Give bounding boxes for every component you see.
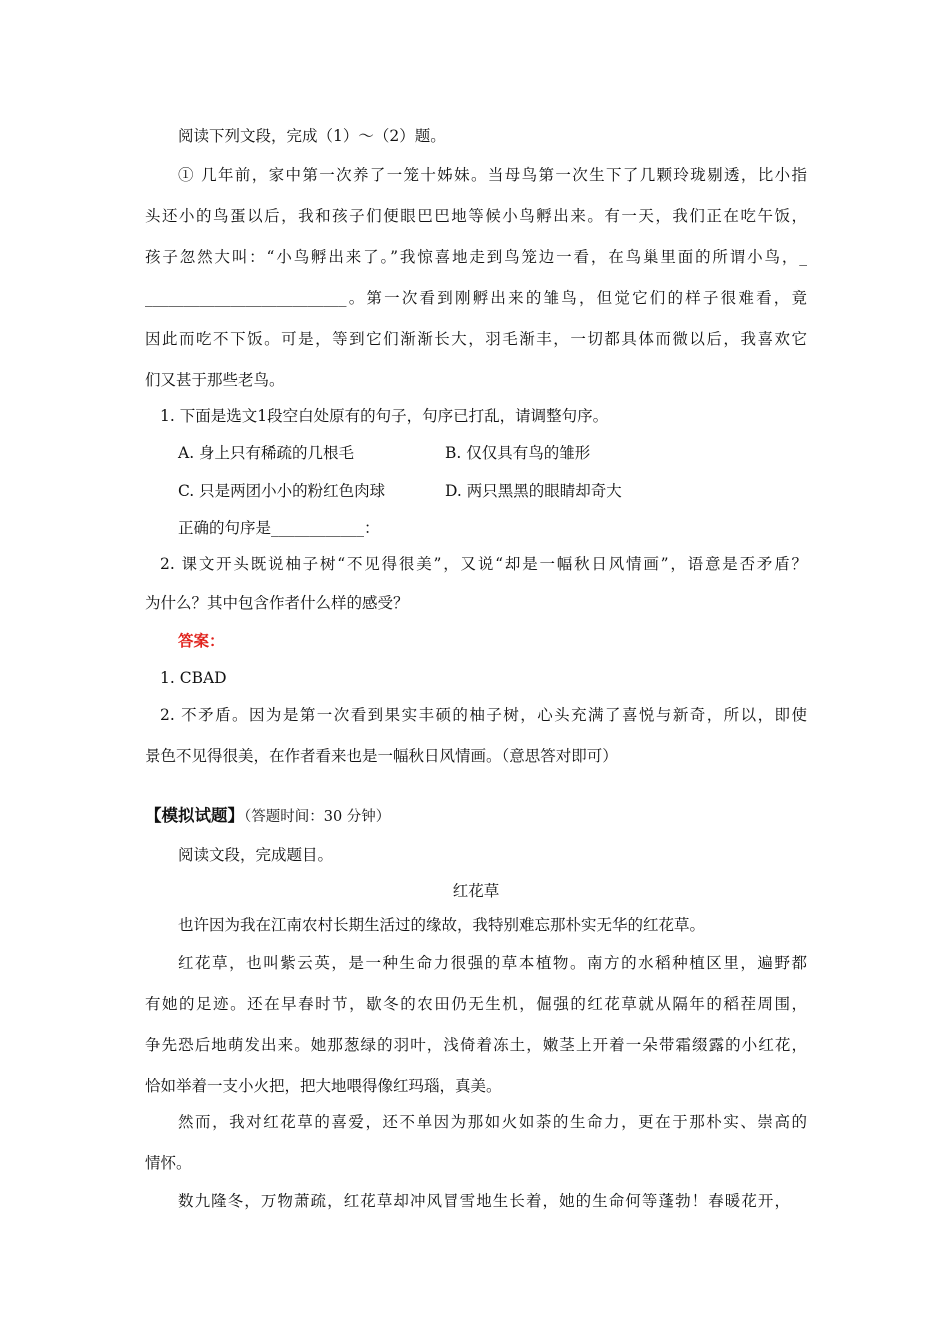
answer-1: 1. CBAD xyxy=(160,669,227,687)
answer-2-line-1: 2. 不矛盾。因为是第一次看到果实丰硕的柚子树，心头充满了喜悦与新奇，所以，即使 xyxy=(160,706,807,724)
mock-heading-line xyxy=(145,805,390,828)
passage1-line-2: 头还小的鸟蛋以后，我和孩子们便眼巴巴地等候小鸟孵出来。有一天，我们正在吃午饭， xyxy=(145,207,807,225)
passage1-line-1: ① 几年前，家中第一次养了一笼十姊妹。当母鸟第一次生下了几颗玲珑剔透，比小指 xyxy=(178,166,807,184)
option-d: D. 两只黑黑的眼睛却奇大 xyxy=(445,482,622,500)
answer-2-line-2: 景色不见得很美，在作者看来也是一幅秋日风情画。（意思答对即可） xyxy=(145,747,618,765)
mock-time: （答题时间：30 分钟） xyxy=(244,809,391,825)
passage1-intro: 阅读下列文段，完成（1）～（2）题。 xyxy=(178,127,446,145)
option-a: A. 身上只有稀疏的几根毛 xyxy=(178,444,355,462)
article-title: 红花草 xyxy=(452,882,500,900)
answer-label: 答案： xyxy=(178,631,225,650)
article-line-5: 恰如举着一支小火把，把大地喂得像红玛瑙，真美。 xyxy=(145,1077,502,1095)
passage1-line-6: 们又甚于那些老鸟。 xyxy=(145,371,285,389)
passage1-line-5: 因此而吃不下饭。可是，等到它们渐渐长大，羽毛渐丰，一切都具体而微以后，我喜欢它 xyxy=(145,330,807,348)
option-c: C. 只是两团小小的粉红色肉球 xyxy=(178,482,386,500)
question-2-line-1: 2. 课文开头既说柚子树“不见得很美”，又说“却是一幅秋日风情画”，语意是否矛盾？ xyxy=(160,555,807,573)
article-line-1: 也许因为我在江南农村长期生活过的缘故，我特别难忘那朴实无华的红花草。 xyxy=(178,916,706,934)
order-answer-line: 正确的句序是____________： xyxy=(178,519,380,537)
question-1: 1. 下面是选文1段空白处原有的句子，句序已打乱，请调整句序。 xyxy=(160,407,609,425)
article-line-3: 有她的足迹。还在早春时节，歇冬的农田仍无生机，倔强的红花草就从隔年的稻茬周围， xyxy=(145,995,807,1013)
mock-heading: 【模拟试题】 xyxy=(145,806,244,825)
article-line-4: 争先恐后地萌发出来。她那葱绿的羽叶，浅倚着冻土，嫩茎上开着一朵带霜缀露的小红花， xyxy=(145,1036,807,1054)
passage1-line-3: 孩子忽然大叫：“小鸟孵出来了。”我惊喜地走到鸟笼边一看，在鸟巢里面的所谓小鸟，_ xyxy=(145,248,807,266)
mock-intro: 阅读文段，完成题目。 xyxy=(178,846,334,864)
article-line-8: 数九隆冬，万物萧疏，红花草却冲风冒雪地生长着，她的生命何等蓬勃！春暖花开， xyxy=(178,1192,790,1210)
passage1-line-4: __________________________。第一次看到刚孵出来的雏鸟，但觉它们的样子很难看，竟 xyxy=(145,289,807,307)
question-2-line-2: 为什么？其中包含作者什么样的感受？ xyxy=(145,594,409,612)
article-line-7: 情怀。 xyxy=(145,1154,192,1172)
option-b: B. 仅仅具有鸟的雏形 xyxy=(445,444,591,462)
article-line-6: 然而，我对红花草的喜爱，还不单因为那如火如荼的生命力，更在于那朴实、崇高的 xyxy=(178,1113,807,1131)
article-line-2: 红花草，也叫紫云英，是一种生命力很强的草本植物。南方的水稻种植区里，遍野都 xyxy=(178,954,807,972)
